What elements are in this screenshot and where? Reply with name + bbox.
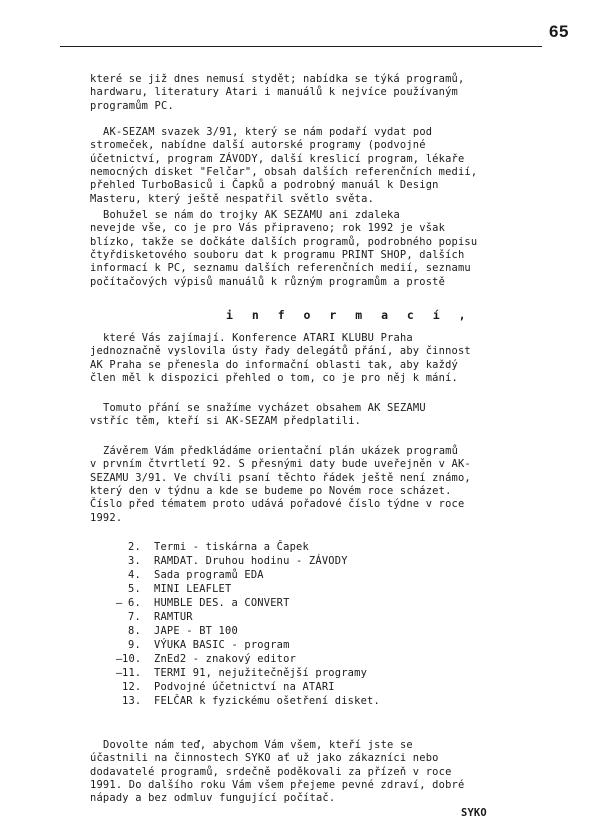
text-line: účetnictví, program ZÁVODY, další kreslicí program, lékaře: [90, 152, 465, 165]
text-line: Masteru, který ještě nespatřil světlo světa.: [90, 192, 375, 205]
text-line: vstříc těm, kteří si AK-SEZAM předplatili.: [90, 415, 362, 428]
text-line: Dovolte nám teď, abychom Vám všem, kteří jste se: [103, 739, 413, 751]
list-marker: –: [116, 667, 123, 679]
text-line: účastnili na činnostech SYKO ať už jako zákazníci nebo: [90, 752, 439, 765]
list-number: 9.: [128, 639, 141, 651]
text-line: jednoznačně vyslovila ústy řady delegátů přání, aby činnost: [90, 345, 471, 358]
section-heading: i n f o r m a c í ,: [226, 308, 472, 322]
list-number: 10.: [122, 653, 142, 665]
text-line: čtyřdisketového souboru dat k programu PRINT SHOP, dalších: [90, 248, 465, 261]
list-item: Termi - tiskárna a Čapek: [154, 541, 309, 553]
text-line: člen měl k dispozici přehled o tom, co je pro něj k mání.: [90, 371, 458, 384]
text-line: který den v týdnu a kde se budeme po Novém roce scházet.: [90, 484, 452, 497]
text-line: SEZAMU 3/91. Ve chvíli psaní těchto řádek ještě není známo,: [90, 471, 471, 484]
text-line: 1991. Do dalšího roku Vám všem přejeme pevné zdraví, dobré: [90, 778, 465, 791]
list-number: 4.: [128, 569, 141, 581]
text-line: Závěrem Vám předkládáme orientační plán ukázek programů: [103, 445, 459, 457]
text-line: nevejde vše, co je pro Vás připraveno; rok 1992 je však: [90, 222, 446, 235]
list-item: TERMI 91, nejužitečnější programy: [154, 667, 368, 679]
text-line: nemocných disket "Felčar", obsah dalších referenčních medií,: [90, 165, 478, 178]
signature: SYKO: [461, 807, 487, 819]
text-line: informací k PC, seznamu dalších referenčních medií, seznamu: [90, 262, 471, 275]
text-line: Číslo před tématem proto udává pořadové číslo týdne v roce: [90, 498, 465, 511]
text-line: Tomuto přání se snažíme vycházet obsahem AK SEZAMU: [103, 402, 426, 414]
list-item: FELČAR k fyzickému ošetření disket.: [154, 695, 380, 707]
text-line: AK-SEZAM svazek 3/91, který se nám podaří vydat pod: [103, 126, 433, 138]
text-line: hardwaru, literatury Atari i manuálů k nejvíce používaným: [90, 86, 458, 99]
text-line: Bohužel se nám do trojky AK SEZAMU ani zdaleka: [103, 209, 400, 221]
list-marker: –: [116, 597, 123, 609]
list-item: VÝUKA BASIC - program: [154, 639, 290, 651]
list-number: 11.: [122, 667, 142, 679]
text-line: dodavatelé programů, srdečně poděkovali za přízeň v roce: [90, 765, 452, 778]
list-item: ZnEd2 - znakový editor: [154, 653, 297, 665]
list-item: Sada programů EDA: [154, 569, 264, 581]
text-line: přehled TurboBasiců i Čapků a podrobný manuál k Design: [90, 179, 439, 192]
list-item: RAMTUR: [154, 611, 193, 623]
text-line: programům PC.: [90, 99, 174, 112]
list-number: 7.: [128, 611, 141, 623]
page-number: 65: [549, 22, 569, 41]
text-line: AK Praha se přenesla do informační oblasti tak, aby každý: [90, 358, 458, 371]
header-rule: [60, 46, 542, 47]
list-item: JAPE - BT 100: [154, 625, 238, 637]
text-line: v prvním čtvrtletí 92. S přesnými daty bude uveřejněn v AK-: [90, 458, 471, 471]
list-number: 6.: [128, 597, 141, 609]
list-item: Podvojné účetnictví na ATARI: [154, 681, 335, 693]
text-line: blízko, takže se dočkáte dalších programů, podrobného popisu: [90, 235, 478, 248]
list-number: 3.: [128, 555, 141, 567]
list-number: 8.: [128, 625, 141, 637]
list-item: HUMBLE DES. a CONVERT: [154, 597, 290, 609]
text-line: které Vás zajímají. Konference ATARI KLUBU Praha: [103, 332, 413, 344]
text-line: stromeček, nabídne další autorské programy (podvojné: [90, 139, 426, 152]
list-number: 5.: [128, 583, 141, 595]
list-marker: –: [116, 653, 123, 665]
text-line: 1992.: [90, 511, 123, 524]
list-number: 12.: [122, 681, 142, 693]
text-line: které se již dnes nemusí stydět; nabídka se týká programů,: [90, 73, 465, 85]
text-line: počítačových výpisů manuálů k různým programům a prostě: [90, 275, 446, 288]
text-line: nápady a bez odmluv fungující počítač.: [90, 792, 336, 805]
list-item: RAMDAT. Druhou hodinu - ZÁVODY: [154, 555, 348, 567]
list-number: 2.: [128, 541, 141, 553]
list-number: 13.: [122, 695, 142, 707]
list-item: MINI LEAFLET: [154, 583, 232, 595]
